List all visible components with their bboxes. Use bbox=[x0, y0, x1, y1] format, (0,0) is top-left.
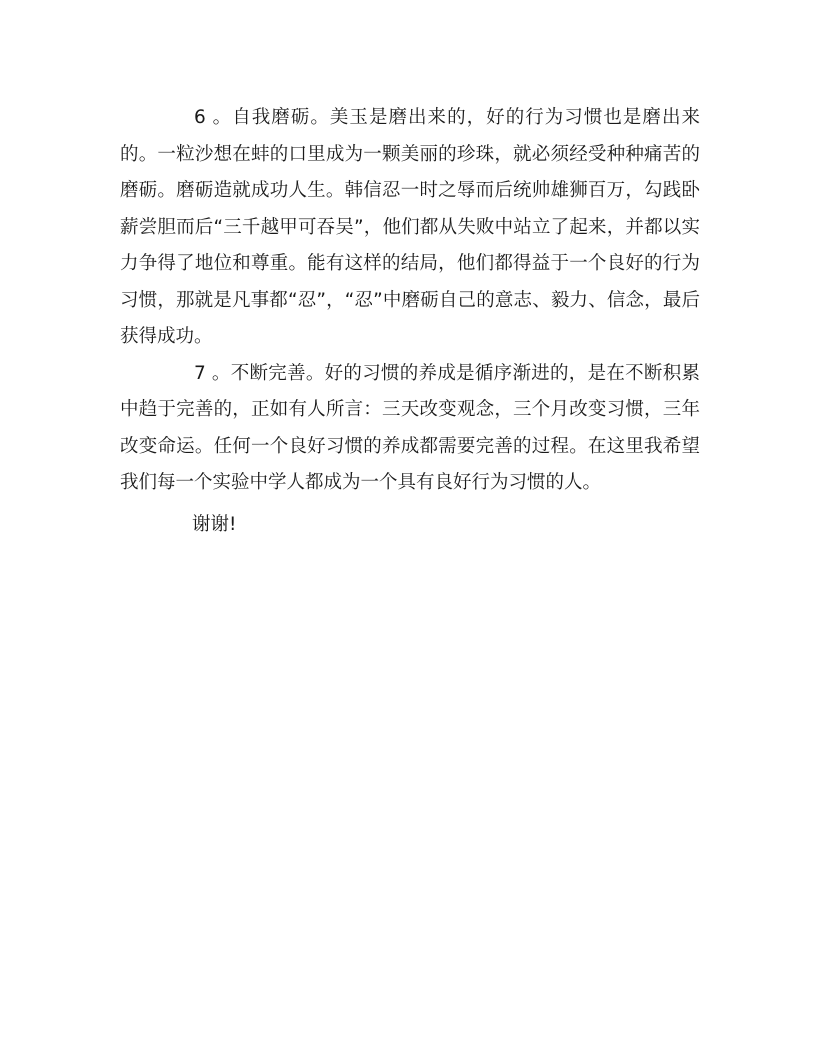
paragraph-continuous-improvement: 7 。不断完善。好的习惯的养成是循序渐进的，是在不断积累中趋于完善的，正如有人所言：三天改变观念，三个月改变习惯，三年改变命运。任何一个良好习惯的养成都需要完善的过程。在这里我希望我们每一个实验中学人都成为一个具有良好行为习惯的人。 bbox=[120, 362, 700, 493]
closing-thanks: 谢谢! bbox=[192, 513, 237, 535]
document-body bbox=[120, 100, 700, 543]
paragraph-self-polishing: 6 。自我磨砺。美玉是磨出来的，好的行为习惯也是磨出来的。一粒沙想在蚌的口里成为一颗美丽的珍珠，就必须经受种种痛苦的磨砺。磨砺造就成功人生。韩信忍一时之辱而后统帅雄狮百万，勾践卧薪尝胆而后“三千越甲可吞吴”，他们都从失败中站立了起来，并都以实力争得了地位和尊重。能有这样的结局，他们都得益于一个良好的行为习惯，那就是凡事都“忍”，“忍”中磨砺自己的意志、毅力、信念，最后获得成功。 bbox=[120, 107, 700, 347]
